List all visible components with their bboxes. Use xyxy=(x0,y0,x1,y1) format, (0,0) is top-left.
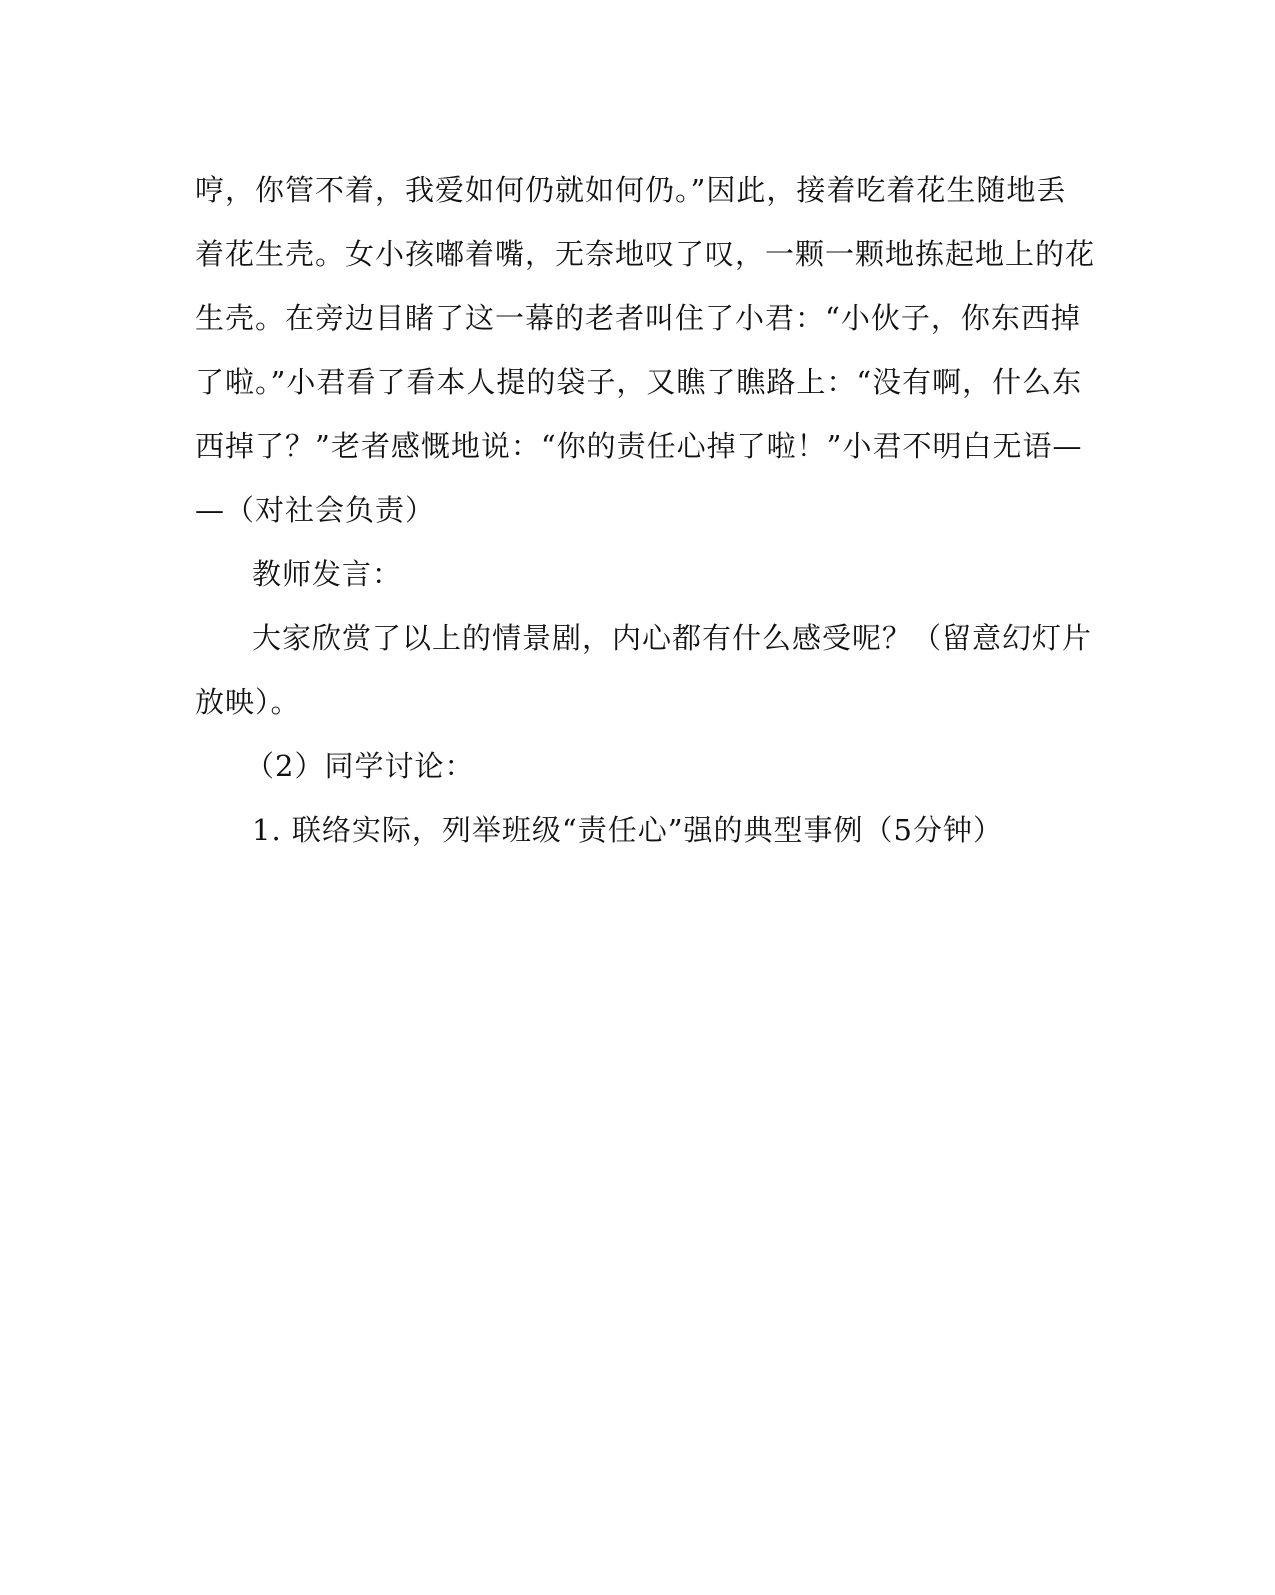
paragraph-line: —（对社会负责） xyxy=(195,493,436,527)
list-item: 1. 联络实际，列举班级“责任心”强的典型事例（5分钟） xyxy=(252,813,1003,847)
document-body xyxy=(195,158,1096,862)
paragraph-line: 着花生壳。女小孩嘟着嘴，无奈地叹了叹，一颗一颗地拣起地上的花 xyxy=(195,237,1096,271)
paragraph-line: 放映）。 xyxy=(195,685,301,719)
discussion-heading: （2）同学讨论： xyxy=(245,749,475,783)
paragraph-line: 了啦。”小君看了看本人提的袋子，又瞧了瞧路上：“没有啊，什么东 xyxy=(195,365,1083,399)
paragraph-line: 哼，你管不着，我爱如何仍就如何仍。”因此，接着吃着花生随地丢 xyxy=(195,173,1067,207)
paragraph-line: 生壳。在旁边目睹了这一幕的老者叫住了小君：“小伙子，你东西掉 xyxy=(195,301,1081,335)
paragraph-line: 大家欣赏了以上的情景剧，内心都有什么感受呢？（留意幻灯片 xyxy=(252,621,1093,655)
teacher-speech-heading: 教师发言： xyxy=(252,557,403,591)
paragraph-line: 西掉了？”老者感慨地说：“你的责任心掉了啦！”小君不明白无语— xyxy=(195,429,1083,463)
